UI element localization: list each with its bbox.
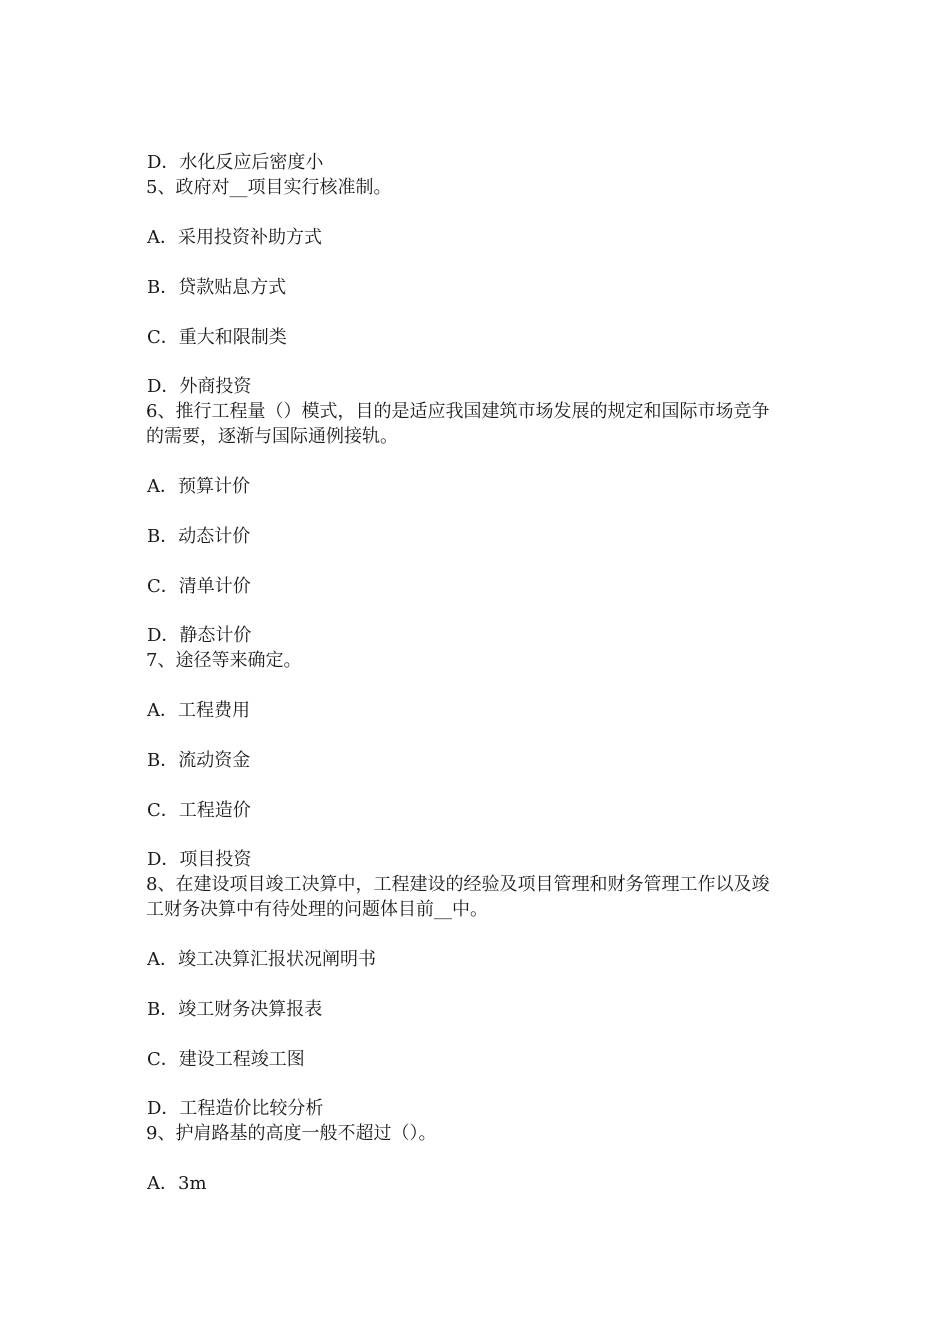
question-6-line-1: 6、推行工程量（）模式，目的是适应我国建筑市场发展的规定和国际市场竞争 [146,401,770,422]
option-6-c: C．清单计价 [147,576,251,597]
option-8-c: C．建设工程竣工图 [147,1049,305,1070]
option-5-b: B．贷款贴息方式 [147,277,287,298]
option-8-d: D．工程造价比较分析 [147,1098,324,1119]
option-8-a: A．竣工决算汇报状况阐明书 [147,949,376,970]
option-7-b: B．流动资金 [147,750,251,771]
option-6-b: B．动态计价 [147,526,251,547]
option-6-d: D．静态计价 [147,625,252,646]
option-4-d: D．水化反应后密度小 [147,152,324,173]
option-9-a: A．3m [147,1173,207,1194]
option-7-d: D．项目投资 [147,849,252,870]
option-7-c: C．工程造价 [147,800,251,821]
question-7: 7、途径等来确定。 [146,650,302,671]
question-8-line-2: 工财务决算中有待处理的问题体目前__中。 [146,899,488,920]
question-5: 5、政府对__项目实行核准制。 [146,177,392,198]
option-6-a: A．预算计价 [147,476,250,497]
option-7-a: A．工程费用 [147,700,250,721]
option-5-c: C．重大和限制类 [147,327,287,348]
question-6-line-2: 的需要，逐渐与国际通例接轨。 [146,426,398,447]
option-5-a: A．采用投资补助方式 [147,227,322,248]
question-8-line-1: 8、在建设项目竣工决算中，工程建设的经验及项目管理和财务管理工作以及竣 [146,874,770,895]
option-8-b: B．竣工财务决算报表 [147,999,323,1020]
question-9: 9、护肩路基的高度一般不超过（）。 [146,1123,437,1144]
option-5-d: D．外商投资 [147,376,252,397]
